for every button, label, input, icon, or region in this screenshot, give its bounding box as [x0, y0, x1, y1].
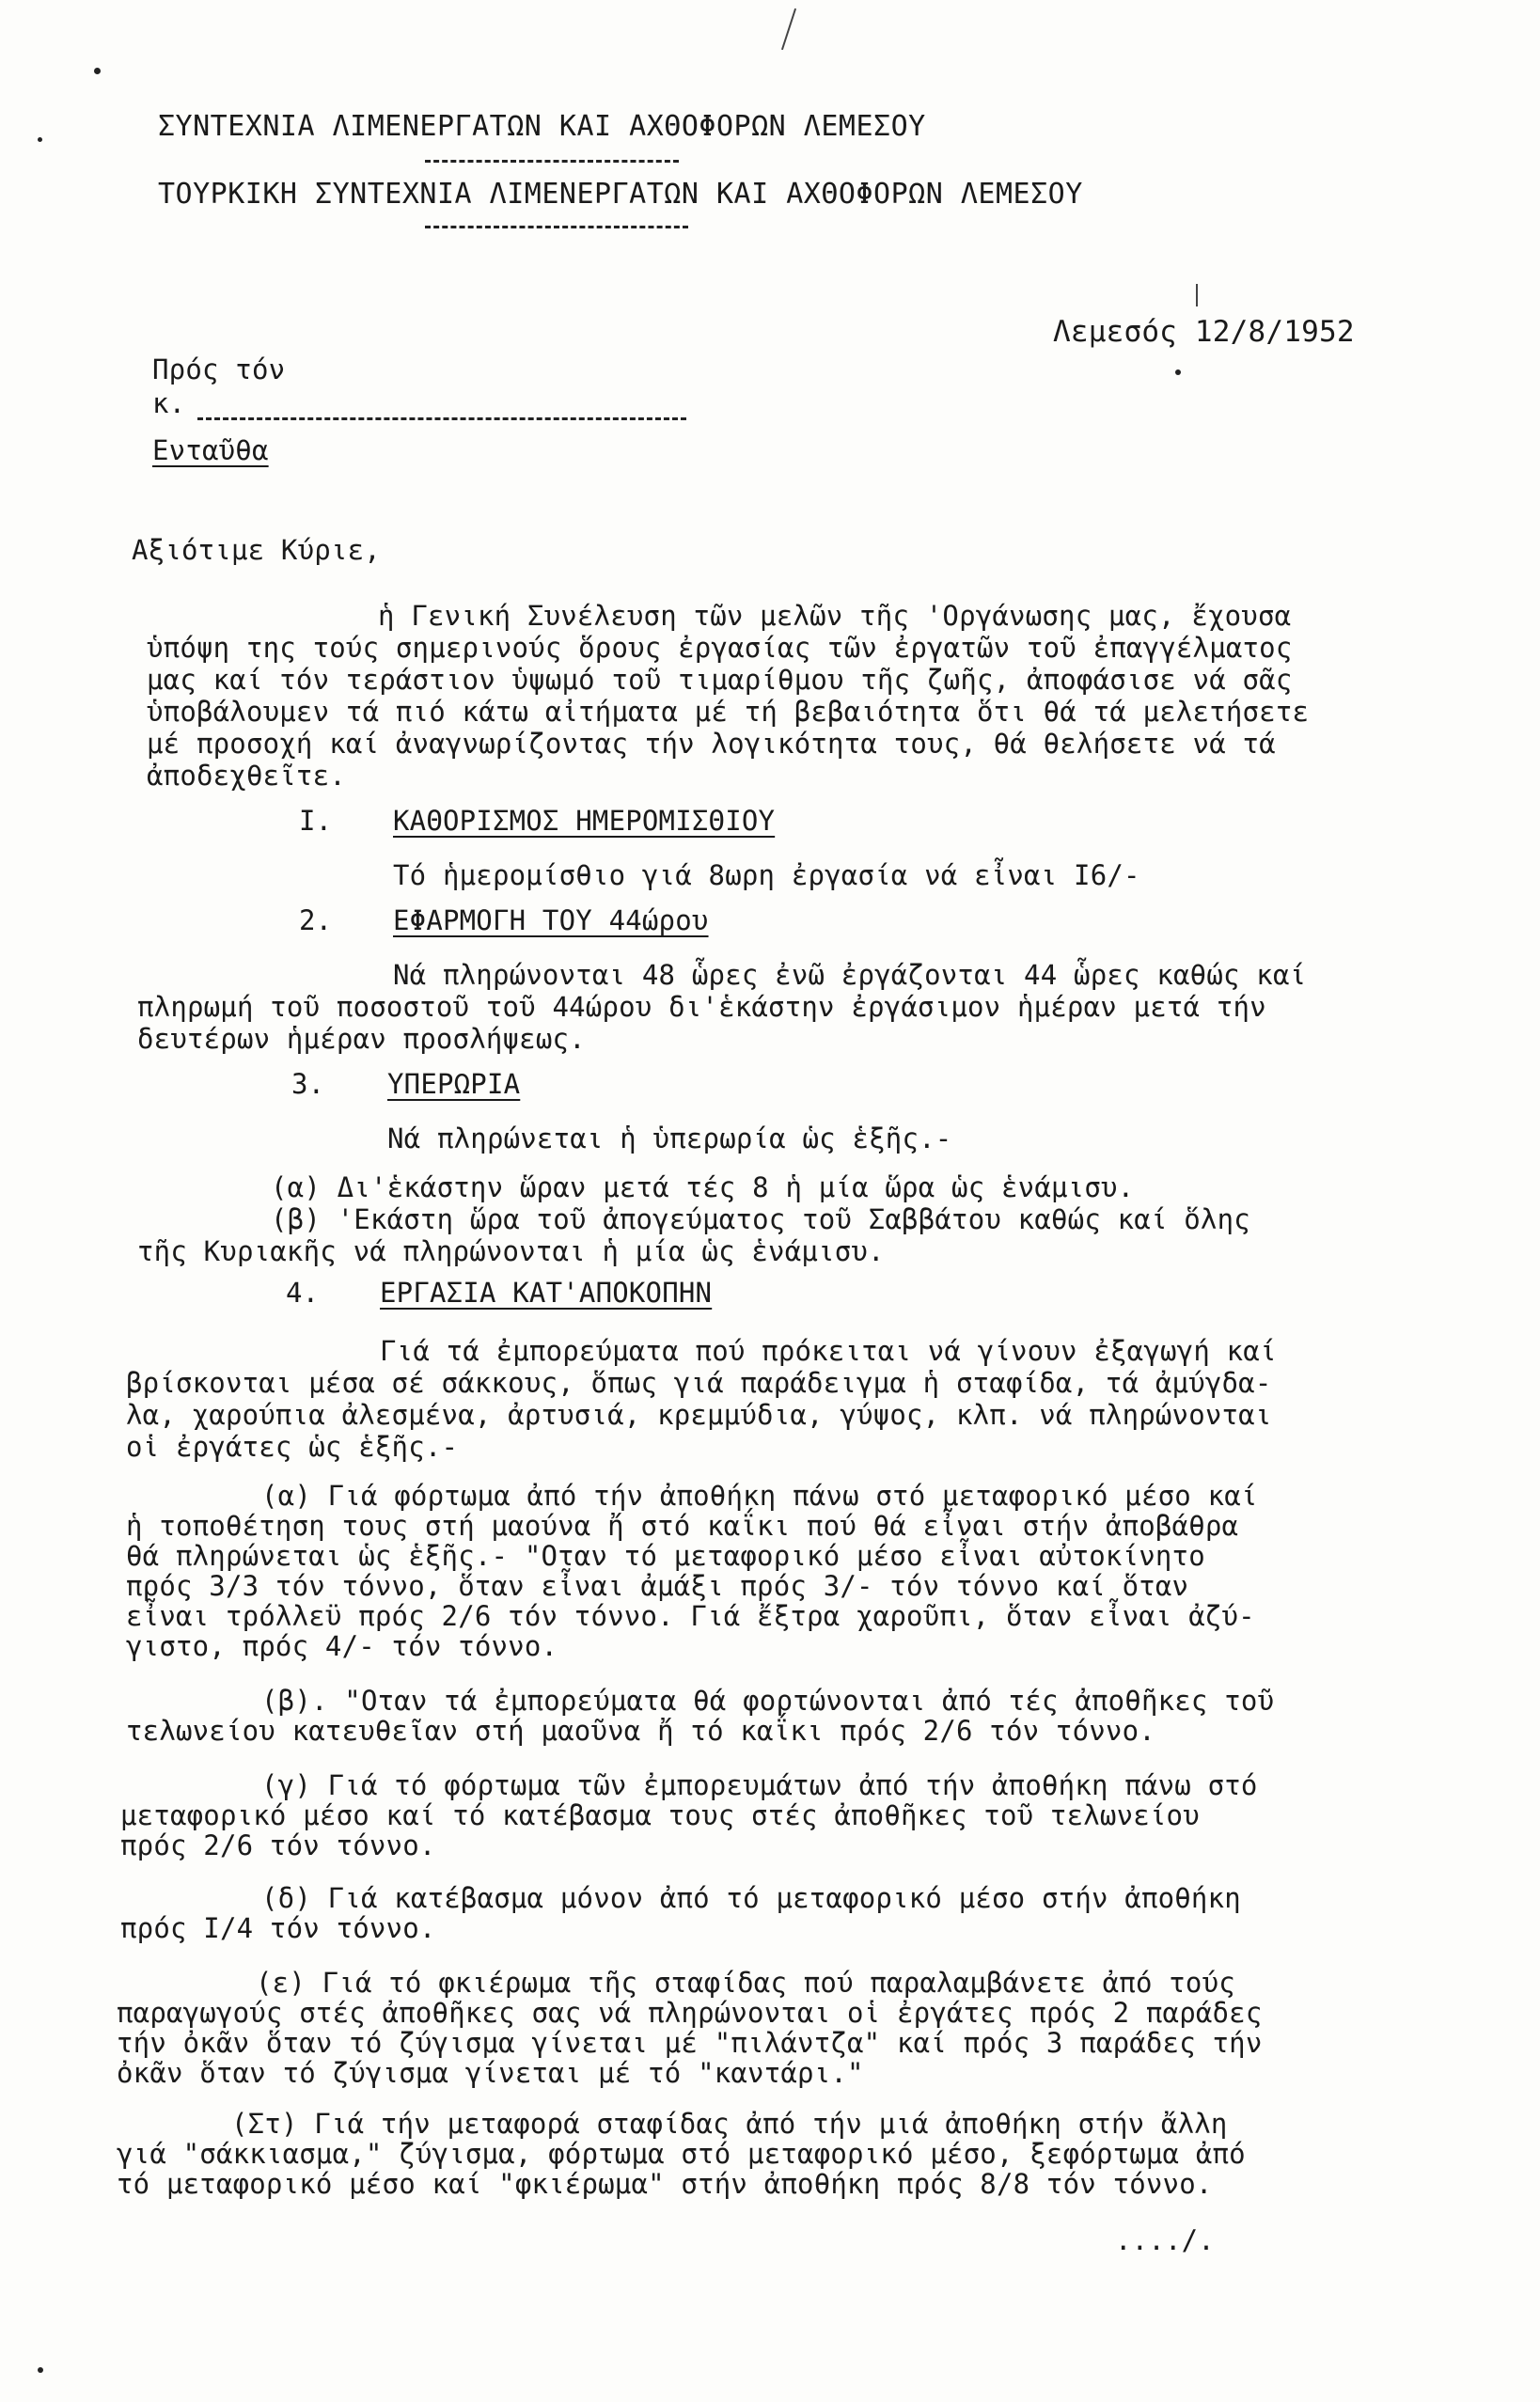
- item-e-line: ὀκᾶν ὅταν τό ζύγισμα γίνεται μέ τό "καντάρι.": [117, 2057, 864, 2089]
- letterhead-line-2: ΤΟΥΡΚΙΚΗ ΣΥΝΤΕΧΝΙΑ ΛΙΜΕΝΕΡΓΑΤΩΝ ΚΑΙ ΑΧΘΟΦΟΡΩΝ ΛΕΜΕΣΟΥ: [158, 178, 1083, 211]
- item-b-line: τελωνείου κατευθεῖαν στή μαοῦνα ἤ τό καΐκι πρός 2/6 τόν τόννο.: [126, 1715, 1155, 1747]
- scan-speck: [38, 137, 42, 142]
- letterhead-divider-1: [425, 160, 679, 163]
- intro-line: ἀποδεχθεῖτε.: [147, 760, 346, 792]
- intro-line: ἡ Γενική Συνέλευση τῶν μελῶν τῆς 'Οργάνωσης μας, ἔχουσα: [378, 600, 1292, 632]
- section-2-text: Νά πληρώνονται 48 ὧρες ἐνῶ ἐργάζονται 44 ὧρες καθώς καί: [393, 959, 1307, 991]
- section-2-number: 2.: [299, 904, 333, 936]
- section-3-title: ΥΠΕΡΩΡΙΑ: [387, 1068, 521, 1100]
- intro-line: μας καί τόν τεράστιον ὑψωμό τοῦ τιμαρίθμου τῆς ζωῆς, ἀποφάσισε νά σᾶς: [147, 664, 1293, 696]
- item-d-line: (δ) Γιά κατέβασμα μόνον ἀπό τό μεταφορικό μέσο στήν ἀποθήκη: [261, 1882, 1241, 1914]
- section-1-text: Τό ἡμερομίσθιο γιά 8ωρη ἐργασία νά εἶναι I6/-: [393, 859, 1140, 891]
- letter-date: Λεμεσός 12/8/1952: [1053, 315, 1355, 349]
- item-e-line: (ε) Γιά τό φκιέρωμα τῆς σταφίδας πού παραλαμβάνετε ἀπό τούς: [256, 1967, 1235, 1999]
- continuation-mark: ..../.: [1115, 2224, 1215, 2256]
- intro-line: ὑποβάλουμεν τά πιό κάτω αἰτήματα μέ τή βεβαιότητα ὅτι θά τά μελετήσετε: [147, 696, 1310, 728]
- item-g-line: (γ) Γιά τό φόρτωμα τῶν ἐμπορευμάτων ἀπό τήν ἀποθήκη πάνω στό: [261, 1769, 1258, 1801]
- item-a-line: πρός 3/3 τόν τόννο, ὅταν εἶναι ἀμάξι πρός 3/- τόν τόννο καί ὅταν: [126, 1570, 1189, 1602]
- item-g-line: πρός 2/6 τόν τόννο.: [120, 1829, 436, 1861]
- item-a-line: εἶναι τρόλλεϋ πρός 2/6 τόν τόννο. Γιά ἔξτρα χαροῦπι, ὅταν εἶναι ἀζύ-: [126, 1600, 1255, 1632]
- item-g-line: μεταφορικό μέσο καί τό κατέβασμα τους στές ἀποθῆκες τοῦ τελωνείου: [120, 1799, 1200, 1831]
- section-3-item: (α) Δι'ἑκάστην ὥραν μετά τές 8 ἡ μία ὥρα ὡς ἑνάμισυ.: [271, 1171, 1135, 1203]
- section-4-number: 4.: [286, 1277, 320, 1309]
- section-4-title: ΕΡΓΑΣΙΑ ΚΑΤ'ΑΠΟΚΟΠΗΝ: [380, 1277, 713, 1309]
- section-1-title: ΚΑΘΟΡΙΣΜΟΣ ΗΜΕΡΟΜΙΣΘΙΟΥ: [393, 805, 776, 837]
- scan-speck: [38, 2367, 43, 2373]
- section-4-text: Γιά τά ἐμπορεύματα πού πρόκειται νά γίνουν ἐξαγωγή καί: [380, 1335, 1277, 1367]
- item-st-line: γιά "σάκκιασμα," ζύγισμα, φόρτωμα στό μεταφορικό μέσο, ξεφόρτωμα ἀπό: [117, 2138, 1246, 2170]
- letterhead-divider-2: [425, 226, 688, 228]
- section-4-text: βρίσκονται μέσα σέ σάκκους, ὅπως γιά παράδειγμα ἡ σταφίδα, τά ἀμύγδα-: [126, 1367, 1272, 1399]
- section-3-number: 3.: [291, 1068, 325, 1100]
- intro-line: μέ προσοχή καί ἀναγνωρίζοντας τήν λογικότητα τους, θά θελήσετε νά τά: [147, 728, 1276, 760]
- item-e-line: τήν ὀκᾶν ὅταν τό ζύγισμα γίνεται μέ "πιλάντζα" καί πρός 3 παράδες τήν: [117, 2027, 1263, 2059]
- item-d-line: πρός I/4 τόν τόννο.: [120, 1912, 436, 1944]
- address-name-blank-line: [197, 417, 686, 420]
- salutation: Αξιότιμε Κύριε,: [132, 534, 381, 566]
- section-4-text: οἱ ἐργάτες ὡς ἑξῆς.-: [126, 1431, 459, 1463]
- section-3-text: Νά πληρώνεται ἡ ὑπερωρία ὡς ἑξῆς.-: [387, 1123, 952, 1154]
- item-st-line: τό μεταφορικό μέσο καί "φκιέρωμα" στήν ἀποθήκη πρός 8/8 τόν τόννο.: [117, 2168, 1213, 2200]
- scan-speck: [1175, 369, 1181, 375]
- item-e-line: παραγωγούς στές ἀποθῆκες σας νά πληρώνονται οἱ ἐργάτες πρός 2 παράδες: [117, 1997, 1263, 2029]
- section-1-number: I.: [299, 805, 333, 837]
- section-4-text: λα, χαρούπια ἀλεσμένα, ἀρτυσιά, κρεμμύδια, γύψος, κλπ. νά πληρώνονται: [126, 1399, 1272, 1431]
- item-b-line: (β). "Οταν τά ἐμπορεύματα θά φορτώνονται ἀπό τές ἀποθῆκες τοῦ: [261, 1685, 1275, 1717]
- item-st-line: (Στ) Γιά τήν μεταφορά σταφίδας ἀπό τήν μιά ἀποθήκη στήν ἄλλη: [231, 2108, 1228, 2140]
- section-2-text: πληρωμή τοῦ ποσοστοῦ τοῦ 44ώρου δι'ἑκάστην ἐργάσιμον ἡμέραν μετά τήν: [137, 991, 1266, 1023]
- item-a-line: θά πληρώνεται ὡς ἑξῆς.- "Οταν τό μεταφορικό μέσο εἶναι αὐτοκίνητο: [126, 1540, 1205, 1572]
- scan-stroke: [1196, 284, 1198, 306]
- section-3-item: τῆς Κυριακῆς νά πληρώνονται ἡ μία ὡς ἑνάμισυ.: [137, 1235, 885, 1267]
- scan-speck: [94, 68, 101, 74]
- item-a-line: (α) Γιά φόρτωμα ἀπό τήν ἀποθήκη πάνω στό μεταφορικό μέσο καί: [261, 1480, 1258, 1512]
- item-a-line: ἡ τοποθέτηση τους στή μαούνα ἤ στό καΐκι πού θά εἶναι στήν ἀποβάθρα: [126, 1510, 1239, 1542]
- address-name: κ.: [152, 387, 186, 419]
- intro-line: ὑπόψη της τούς σημερινούς ὅρους ἐργασίας τῶν ἐργατῶν τοῦ ἐπαγγέλματος: [147, 632, 1293, 664]
- address-place: Ενταῦθα: [152, 434, 269, 466]
- section-2-title: ΕΦΑΡΜΟΓΗ ΤΟΥ 44ώρου: [393, 904, 709, 936]
- address-to: Πρός τόν: [152, 353, 286, 385]
- section-3-item: (β) 'Εκάστη ὥρα τοῦ ἀπογεύματος τοῦ Σαββάτου καθώς καί ὅλης: [271, 1203, 1250, 1235]
- scan-stroke: [781, 8, 796, 50]
- item-a-line: γιστο, πρός 4/- τόν τόννο.: [126, 1630, 558, 1662]
- letterhead-line-1: ΣΥΝΤΕΧΝΙΑ ΛΙΜΕΝΕΡΓΑΤΩΝ ΚΑΙ ΑΧΘΟΦΟΡΩΝ ΛΕΜΕΣΟΥ: [158, 110, 926, 143]
- section-2-text: δευτέρων ἡμέραν προσλήψεως.: [137, 1023, 586, 1055]
